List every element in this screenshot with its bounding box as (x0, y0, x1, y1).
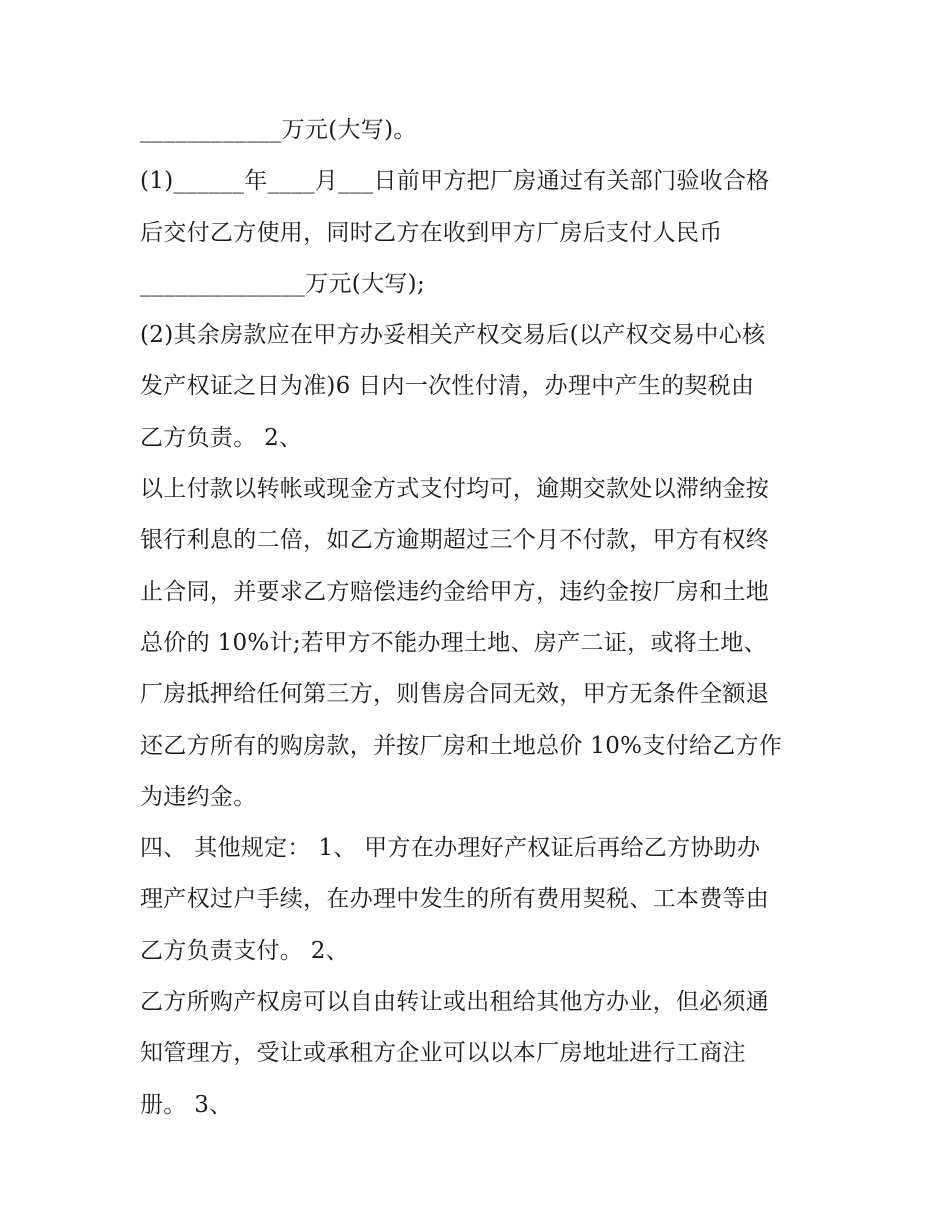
contract-text-body (140, 105, 830, 1131)
text-line: ____________万元(大写)。 (140, 117, 417, 143)
text-line: 册。 3、 (140, 1091, 233, 1118)
text-line: ______________万元(大写); (140, 270, 425, 297)
text-line: 四、 其他规定： 1、 甲方在办理好产权证后再给乙方协助办 (140, 835, 761, 862)
text-line: 银行利息的二倍，如乙方逾期超过三个月不付款，甲方有权终 (140, 527, 770, 554)
text-line: 乙方负责支付。 2、 (140, 937, 349, 964)
text-line: 止合同，并要求乙方赔偿违约金给甲方，违约金按厂房和土地 (140, 578, 770, 605)
text-line: 为违约金。 (140, 783, 257, 810)
text-line: 乙方负责。 2、 (140, 424, 303, 451)
text-line: 理产权过户手续，在办理中发生的所有费用契税、工本费等由 (140, 886, 770, 913)
text-line: (1)______年____月___日前甲方把厂房通过有关部门验收合格 (140, 168, 770, 195)
text-line: 知管理方，受让或承租方企业可以以本厂房地址进行工商注 (140, 1040, 746, 1067)
text-line: 总价的 10%计;若甲方不能办理土地、房产二证，或将土地、 (140, 629, 767, 656)
text-line: 还乙方所有的购房款，并按厂房和土地总价 10%支付给乙方作 (140, 732, 783, 759)
text-line: 发产权证之日为准)6 日内一次性付清，办理中产生的契税由 (140, 373, 755, 400)
text-line: 以上付款以转帐或现金方式支付均可，逾期交款处以滞纳金按 (140, 476, 770, 503)
text-line: 后交付乙方使用，同时乙方在收到甲方厂房后支付人民币 (140, 219, 723, 246)
text-line: (2)其余房款应在甲方办妥相关产权交易后(以产权交易中心核 (140, 322, 766, 349)
text-line: 厂房抵押给任何第三方，则售房合同无效，甲方无条件全额退 (140, 681, 770, 708)
text-line: 乙方所购产权房可以自由转让或出租给其他方办业，但必须通 (140, 989, 770, 1016)
